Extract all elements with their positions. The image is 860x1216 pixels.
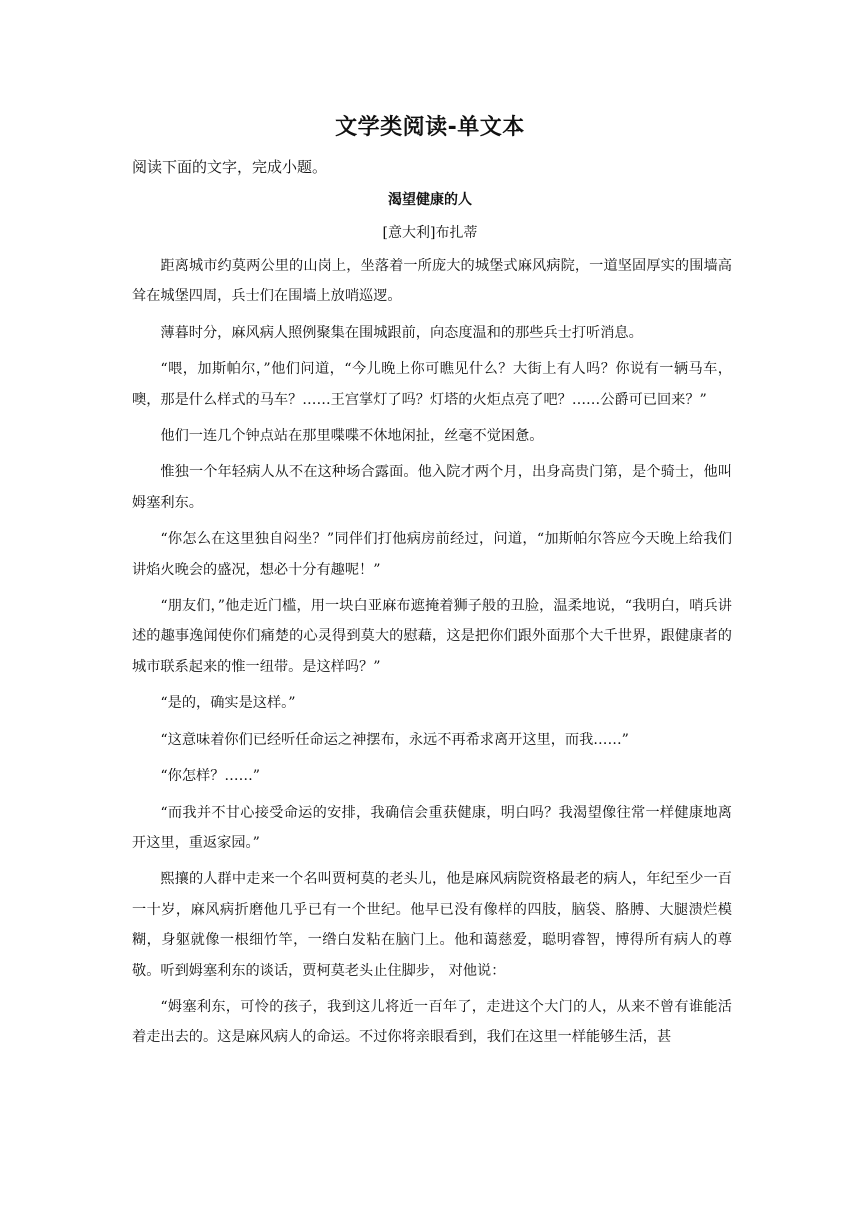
paragraph: “喂，加斯帕尔，”他们问道，“今儿晚上你可瞧见什么？大街上有人吗？你说有一辆马车，噢，那是什么样式的马车？……王宫掌灯了吗？灯塔的火炬点亮了吧？……公爵可已回来？” bbox=[132, 361, 732, 408]
paragraph: “你怎么在这里独自闷坐？”同伴们打他病房前经过，问道，“加斯帕尔答应今天晚上给我们讲焰火晚会的盛况，想必十分有趣呢！” bbox=[132, 531, 732, 578]
document-title: 文学类阅读-单文本 bbox=[335, 115, 525, 140]
story-body bbox=[132, 251, 732, 1059]
story-title: 渴望健康的人 bbox=[388, 192, 472, 208]
paragraph: “是的，确实是这样。” bbox=[160, 695, 296, 712]
paragraph: 他们一连几个钟点站在那里喋喋不休地闲扯，丝毫不觉困惫。 bbox=[160, 428, 544, 445]
story-author: [意大利]布扎蒂 bbox=[382, 225, 478, 241]
paragraph: 熙攘的人群中走来一个名叫贾柯莫的老头儿，他是麻风病院资格最老的病人，年纪至少一百一十岁，麻风病折磨他几乎已有一个世纪。他早已没有像样的四肢，脑袋、胳膊、大腿溃烂模糊，身躯就像一根细竹竿，一绺白发粘在脑门上。他和蔼慈爱，聪明睿智，博得所有病人的尊敬。听到姆塞利东的谈话，贾柯莫老头止住脚步， 对他说： bbox=[132, 871, 732, 979]
paragraph: “朋友们，”他走近门槛，用一块白亚麻布遮掩着狮子般的丑脸，温柔地说，“我明白，哨兵讲述的趣事逸闻使你们痛楚的心灵得到莫大的慰藉，这是把你们跟外面那个大千世界，跟健康者的城市联系起来的惟一纽带。是这样吗？” bbox=[132, 598, 732, 675]
paragraph: 薄暮时分，麻风病人照例聚集在围城跟前，向态度温和的那些兵士打听消息。 bbox=[160, 324, 643, 341]
paragraph: “这意味着你们已经听任命运之神摆布，永远不再希求离开这里，而我……” bbox=[160, 731, 629, 748]
paragraph: 惟独一个年轻病人从不在这种场合露面。他入院才两个月，出身高贵门第，是个骑士，他叫姆塞利东。 bbox=[132, 464, 732, 511]
paragraph: “姆塞利东，可怜的孩子，我到这儿将近一百年了，走进这个大门的人，从来不曾有谁能活着走出去的。这是麻风病人的命运。不过你将亲眼看到，我们在这里一样能够生活，甚 bbox=[132, 998, 732, 1046]
reading-instruction: 阅读下面的文字，完成小题。 bbox=[132, 158, 328, 176]
paragraph: “而我并不甘心接受命运的安排，我确信会重获健康，明白吗？我渴望像往常一样健康地离开这里，重返家园。” bbox=[132, 804, 732, 851]
paragraph: 距离城市约莫两公里的山岗上，坐落着一所庞大的城堡式麻风病院，一道坚固厚实的围墙高耸在城堡四周，兵士们在围墙上放哨巡逻。 bbox=[132, 258, 732, 305]
paragraph: “你怎样？……” bbox=[160, 768, 261, 785]
